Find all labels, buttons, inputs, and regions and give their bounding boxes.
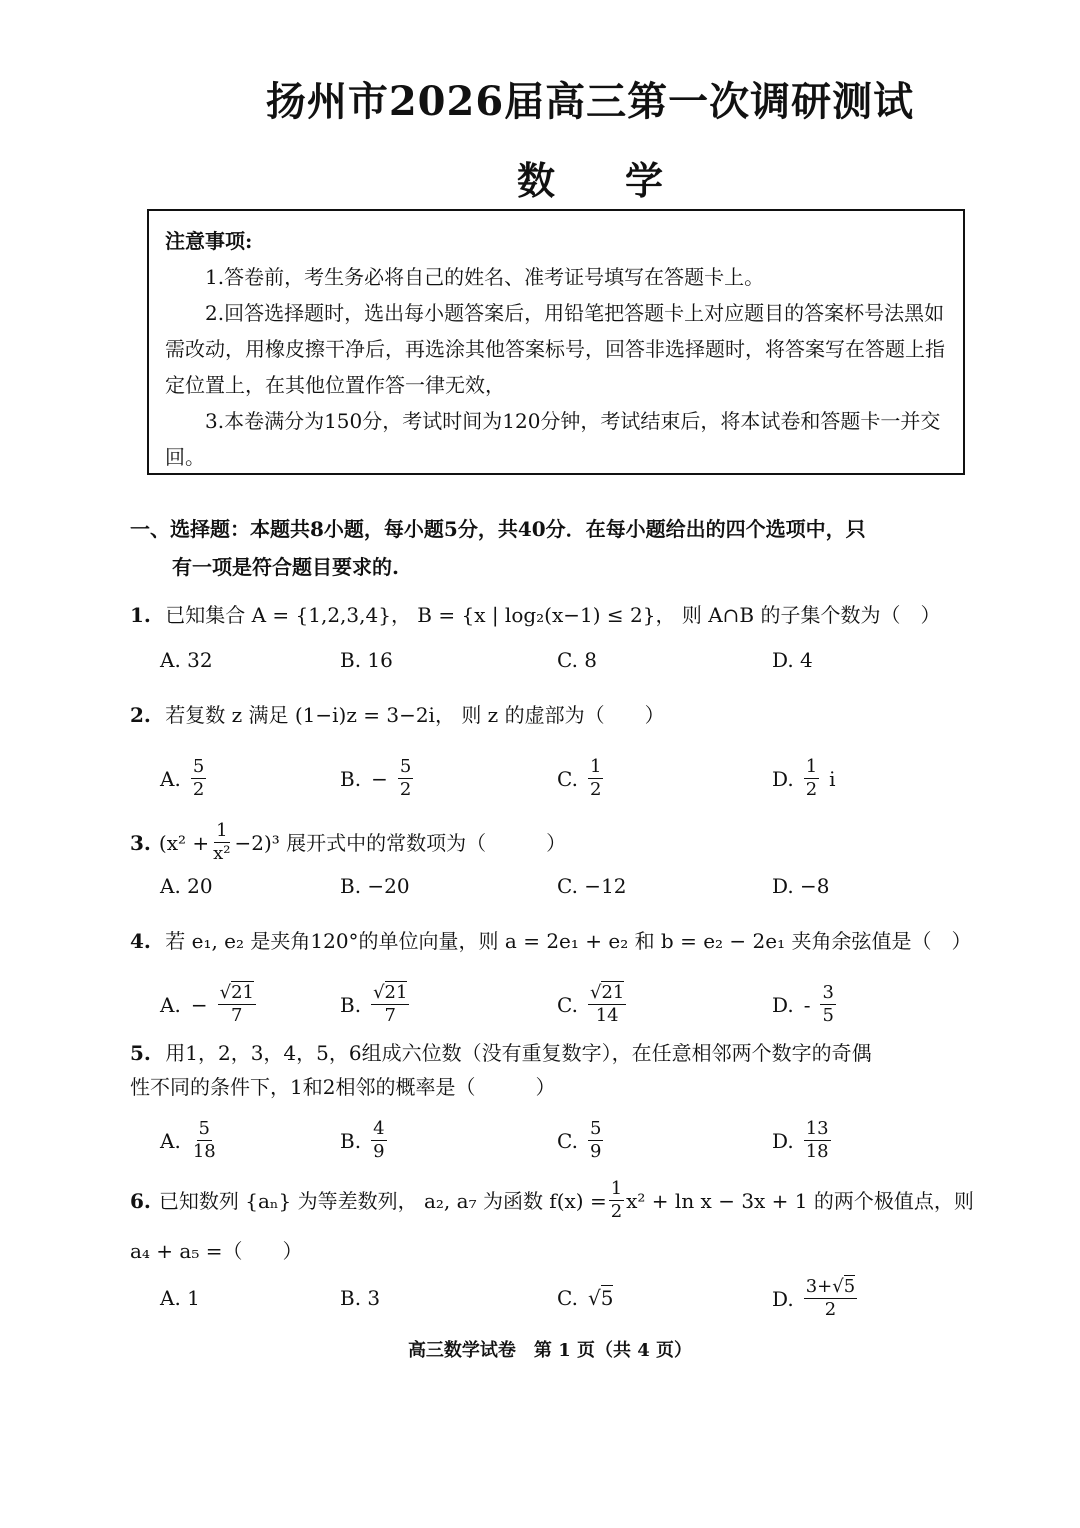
question-2	[130, 698, 990, 732]
question-text-before: 已知数列 {aₙ} 为等差数列， a₂, a₇ 为函数 f(x) =	[158, 1188, 607, 1213]
option-b	[340, 756, 413, 801]
question-5-options	[160, 1114, 980, 1168]
question-5	[130, 1036, 990, 1104]
option-label: D.	[772, 1128, 794, 1153]
fraction: $\frac{5}{9}$	[589, 1118, 602, 1162]
fraction: $\frac{5}{2}$	[399, 756, 412, 800]
option-label: D.	[772, 1286, 794, 1311]
question-line-1	[130, 1036, 990, 1070]
minus-sign: −	[371, 766, 388, 791]
question-text-before: (x² +	[158, 830, 210, 855]
section-line-2: 有一项是符合题目要求的.	[172, 555, 399, 579]
option-b: B. −20	[340, 874, 410, 898]
option-label: B.	[340, 992, 362, 1017]
option-label: A.	[160, 766, 181, 791]
option-c	[557, 982, 626, 1027]
option-d	[772, 982, 836, 1027]
question-4	[130, 924, 990, 958]
page-footer: 高三数学试卷 第 1 页（共 4 页）	[407, 1340, 693, 1361]
question-6	[130, 1178, 990, 1223]
fraction: $\frac{√21}{14}$	[589, 982, 625, 1026]
question-6-line-2: a₄ + a₅ =（ ）	[130, 1239, 303, 1263]
option-label: B.	[340, 766, 362, 791]
question-line-2: 性不同的条件下，1和2相邻的概率是（ ）	[130, 1075, 556, 1099]
fraction: $\frac{√21}{7}$	[373, 982, 408, 1026]
option-label: D.	[772, 992, 794, 1017]
option-a: A. 1	[160, 1286, 200, 1310]
option-c: C. 8	[557, 648, 598, 672]
option-b: B. 3	[340, 1286, 381, 1310]
option-c	[557, 1118, 603, 1163]
fraction: $\frac{√21}{7}$	[219, 982, 254, 1026]
question-4-options	[160, 978, 980, 1034]
imaginary-unit: i	[829, 766, 836, 791]
question-3	[130, 820, 990, 865]
option-d: D. −8	[772, 874, 830, 898]
subject-title: 数学	[516, 158, 733, 203]
fraction: $\frac{5}{2}$	[192, 756, 205, 800]
option-c	[557, 1286, 613, 1310]
option-d: D. 4	[772, 648, 813, 672]
notice-heading: 注意事项:	[165, 229, 253, 253]
fraction: $\frac{5}{18}$	[192, 1118, 216, 1162]
option-b: B. 16	[340, 648, 393, 672]
fraction: $\frac{1}{\text{x²}}$	[213, 820, 231, 864]
option-label: B.	[340, 1128, 362, 1153]
fraction: $\frac{1}{2}$	[610, 1178, 623, 1222]
option-d	[772, 1276, 857, 1321]
notice-item-1: 1.答卷前，考生务必将自己的姓名、准考证号填写在答题卡上。	[205, 265, 765, 289]
question-number: 5.	[130, 1041, 151, 1065]
question-text: 若 e₁, e₂ 是夹角120°的单位向量，则 a = 2e₁ + e₂ 和 b = e₂ − 2e₁ 夹角余弦值是（ ）	[165, 929, 972, 953]
question-text: 用1，2，3，4，5，6组成六位数（没有重复数字），在任意相邻两个数字的奇偶	[165, 1041, 872, 1065]
option-a	[160, 1118, 218, 1163]
question-text-after: −2)³ 展开式中的常数项为（ ）	[234, 830, 567, 855]
fraction: $\frac{1}{2}$	[805, 756, 818, 800]
question-number: 6.	[130, 1188, 151, 1213]
option-b	[340, 982, 409, 1027]
minus-sign: -	[803, 992, 811, 1017]
option-b	[340, 1118, 387, 1163]
section-heading	[130, 510, 980, 586]
option-a	[160, 982, 256, 1027]
question-text: 若复数 z 满足 (1−i)z = 3−2i， 则 z 的虚部为（ ）	[165, 703, 665, 727]
question-1	[130, 598, 990, 632]
sqrt-value: √5	[587, 1286, 614, 1310]
question-number: 1.	[130, 603, 151, 627]
option-a: A. 20	[160, 874, 213, 898]
fraction: $\frac{13}{18}$	[805, 1118, 829, 1162]
option-c	[557, 756, 603, 801]
question-number: 2.	[130, 703, 151, 727]
section-line-1: 一、选择题：本题共8小题，每小题5分，共40分．在每小题给出的四个选项中，只	[130, 517, 866, 541]
option-a: A. 32	[160, 648, 213, 672]
question-6-options	[160, 1276, 980, 1330]
fraction: $\frac{3}{5}$	[822, 982, 834, 1026]
question-number: 4.	[130, 929, 151, 953]
option-label: C.	[557, 992, 578, 1017]
question-number: 3.	[130, 830, 151, 855]
notice-item-3: 3.本卷满分为150分，考试时间为120分钟，考试结束后，将本试卷和答题卡一并交回。	[165, 409, 941, 469]
fraction: $\frac{1}{2}$	[589, 756, 602, 800]
question-1-options	[160, 648, 980, 688]
question-2-options	[160, 750, 980, 804]
notice-box	[147, 209, 965, 475]
option-d	[772, 756, 836, 801]
exam-title: 扬州市2026届高三第一次调研测试	[265, 78, 915, 125]
option-label: A.	[160, 1128, 181, 1153]
notice-item-2: 2.回答选择题时，选出每小题答案后，用铅笔把答题卡上对应题目的答案杯号法黑如需改动，用橡皮擦干净后，再选涂其他答案标号，回答非选择题时，将答案写在答题上指定位置上，在其他位置作答一律无效，	[165, 301, 945, 397]
option-a	[160, 756, 206, 801]
question-text: 已知集合 A = {1,2,3,4}， B = {x | log₂(x−1) ≤ 2}， 则 A∩B 的子集个数为（ ）	[165, 603, 941, 627]
option-label: C.	[557, 1286, 578, 1310]
question-text-after: x² + ln x − 3x + 1 的两个极值点，则	[626, 1188, 974, 1213]
option-c: C. −12	[557, 874, 627, 898]
minus-sign: −	[190, 992, 208, 1017]
option-d	[772, 1118, 831, 1163]
option-label: C.	[557, 766, 578, 791]
option-label: D.	[772, 766, 794, 791]
option-label: A.	[160, 992, 181, 1017]
option-label: C.	[557, 1128, 578, 1153]
question-3-options	[160, 874, 980, 914]
fraction: $\frac{3+√5}{2}$	[805, 1276, 856, 1320]
fraction: $\frac{4}{9}$	[373, 1118, 385, 1162]
